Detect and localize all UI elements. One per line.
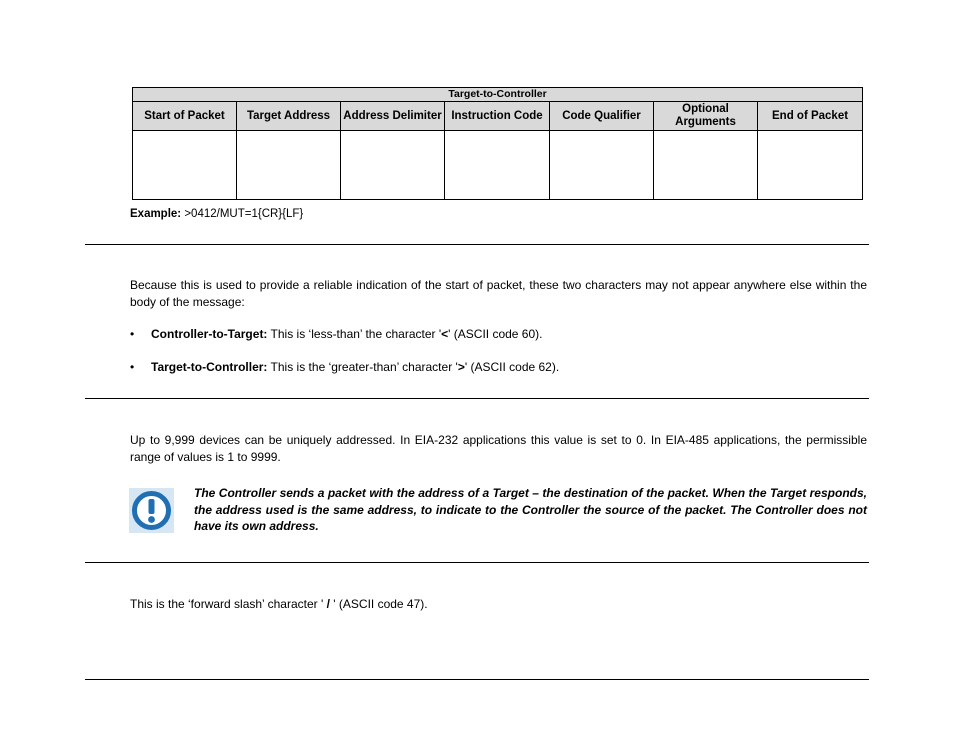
table-cell	[445, 131, 550, 200]
delimiter-post: ' (ASCII code 47).	[329, 597, 428, 611]
address-delimiter-paragraph	[130, 596, 867, 613]
column-header-target-address: Target Address	[237, 102, 341, 131]
table-cell	[133, 131, 237, 200]
section-divider	[85, 398, 869, 399]
table-cell	[758, 131, 863, 200]
target-address-paragraph: Up to 9,999 devices can be uniquely addressed. In EIA-232 applications this value is set to 0. In EIA-485 applications, the permissible range of values is 1 to 9999.	[130, 433, 867, 464]
section-divider	[85, 244, 869, 245]
important-note-icon	[129, 488, 174, 533]
table-cell	[237, 131, 341, 200]
delimiter-pre: This is the ‘forward slash’ character '	[130, 597, 327, 611]
optional-arguments-label: Optional Arguments	[675, 103, 736, 128]
packet-structure-table	[132, 87, 863, 200]
bullet-post: ' (ASCII code 62).	[464, 360, 560, 374]
bullet-label: Controller-to-Target:	[151, 327, 268, 341]
bullet-dot: •	[130, 360, 135, 374]
important-note-text: The Controller sends a packet with the address of a Target – the destination of the packet. When the Target responds, the address used is the same address, to indicate to the Controller the source of the packet. The Controller does not have its own address.	[194, 486, 867, 533]
bullet-dot: •	[130, 327, 135, 341]
bullet-text	[151, 326, 543, 342]
column-header-instruction-code: Instruction Code	[445, 102, 550, 131]
section-divider	[85, 679, 869, 680]
bullet-text	[151, 359, 559, 375]
table-cell	[654, 131, 758, 200]
start-of-packet-paragraph: Because this is used to provide a reliable indication of the start of packet, these two characters may not appear anywhere else within the body of the message:	[130, 278, 867, 309]
delimiter-char: /	[326, 597, 330, 611]
table-row	[133, 131, 863, 200]
bullet-label: Target-to-Controller:	[151, 360, 268, 374]
bullet-pre: This is ‘less-than’ the character '	[267, 327, 442, 341]
example-value: >0412/MUT=1{CR}{LF}	[181, 208, 304, 220]
example-label: Example:	[130, 208, 182, 220]
column-header-start-of-packet: Start of Packet	[133, 102, 237, 131]
bullet-char: <	[441, 327, 449, 341]
example-line	[130, 206, 867, 223]
column-header-code-qualifier: Code Qualifier	[550, 102, 654, 131]
bullet-char: >	[457, 360, 465, 374]
section-divider	[85, 562, 869, 563]
bullet-pre: This is the ‘greater-than’ character '	[267, 360, 458, 374]
column-header-end-of-packet: End of Packet	[758, 102, 863, 131]
table-cell	[341, 131, 445, 200]
table-caption: Target-to-Controller	[133, 88, 863, 102]
column-header-address-delimiter: Address Delimiter	[341, 102, 445, 131]
table-cell	[550, 131, 654, 200]
column-header-optional-arguments	[654, 102, 758, 131]
bullet-post: ' (ASCII code 60).	[448, 327, 543, 341]
